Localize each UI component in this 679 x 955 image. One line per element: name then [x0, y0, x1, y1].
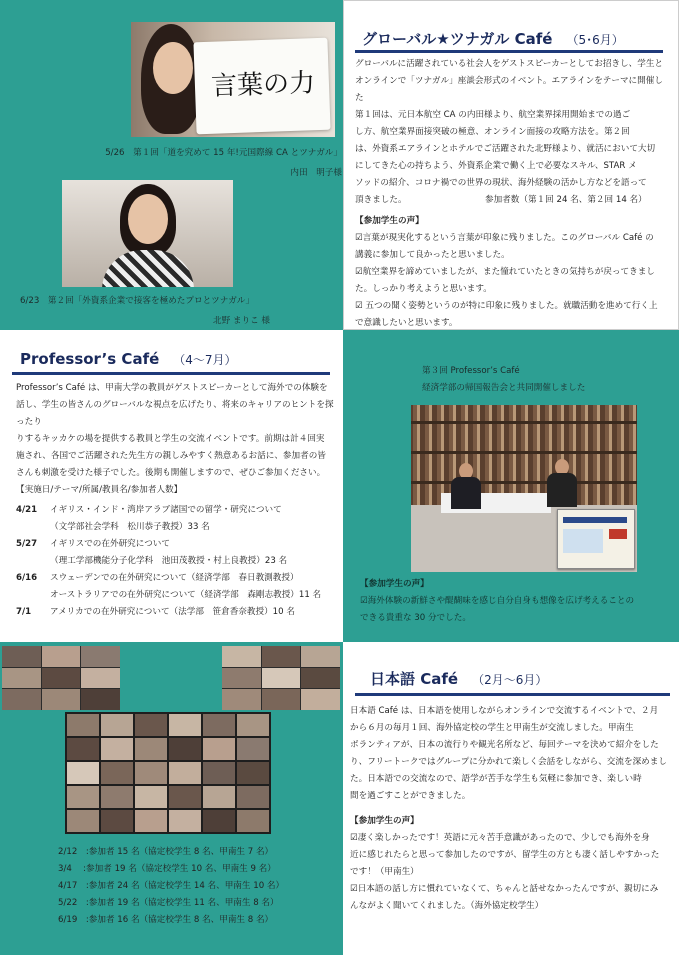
sign-text: 言葉の力 [210, 68, 316, 102]
professor-photo-caption: 第３回 Professor’s Café 経済学部の帰国報告会と共同開催しました [422, 366, 586, 393]
attendance-row: 5/22 :参加者 19 名（協定校学生 11 名、甲南生 8 名） [58, 898, 279, 908]
caption-speaker-2: 6/23 第２回「外資系企業で接客を極めたプロとツナガル」 北野 まりこ 様 [20, 296, 270, 326]
professor-voices: 【参加学生の声】 ☑海外体験の新鮮さや醍醐味を感じ自分自身も想像を広げ考えることの できる貴重な 30 分でした。 [360, 579, 635, 623]
professor-title-rule [12, 372, 330, 375]
session-row: 5/27 イギリスでの在外研究について [16, 539, 170, 549]
nihongo-attendance [58, 844, 338, 929]
global-cafe-body: グローバルに活躍されている社会人をゲストスピーカーとしてお招きし、学生と オンラインで「ツナガル」座談会形式のイベント。エアラインをテーマに開催した 第１回は、元日本航空 CA の内田様より、航空業界採用開始までの過ご し方、航空業界面接突破の極意、オンライン面接の攻略方法を。第２回 は、外資系エアラインとホテルでご活躍された北野様より、就活において大切 にしてきた心の持ちよう、外資系企業で働く上で必要なスキル、STAR メ ソッドの紹介、コロナ禍での世界の現状、海外経験の活かし方などを語って 頂きました。 参加者数（第１回 24 名、第２回 14 名） 【参加学生の声】 ☑言葉が現実化するという言葉が印象に残りました。このグローバル Café の 講義に参加して良かったと思いました。 ☑航空業界を諦めていましたが、また憧れていたときの気持ちが戻ってきまし た。しっかり考えようと思います。 ☑ 五つの聞く姿勢というのが特に印象に残りました。就職活動を進めて行く上 で意識したいと思います。 [355, 59, 664, 328]
global-cafe-title: グローバル★ツナガル Café （5･6月） [362, 30, 624, 48]
zoom-screenshot-2 [222, 646, 340, 710]
nihongo-title-rule [355, 693, 670, 696]
professor-cafe-body: Professor’s Café は、甲南大学の教員がゲストスピーカーとして海外での体験を 話し、学生の皆さんのグローバルな視点を広げたり、将来のキャリアのヒントを探ったり りするキッカケの場を提供する教員と学生の交流イベントです。前期は計４回実 施され、各国でご活躍された先生方の親しみやすく熱意あるお話に、参加者の皆 さんも刺激を受けた様子でした。後期も開催しますので、ぜひご参加ください。 【実施日/テーマ/所属/教員名/参加者人数】 [16, 380, 340, 499]
global-voices-heading: 【参加学生の声】 [355, 216, 424, 226]
global-participants: 参加者数（第１回 24 名、第２回 14 名） [485, 195, 647, 205]
speaker-photo-uchida [131, 22, 335, 137]
professor-cafe-title: Professor’s Café （4～7月） [20, 350, 237, 368]
session-row: 4/21 イギリス・インド・湾岸アラブ諸国での留学・研究について [16, 505, 282, 515]
professor-event-photo [411, 405, 637, 572]
session-row: 7/1 アメリカでの在外研究について（法学部 笹倉香奈教授）10 名 [16, 607, 295, 617]
professor-list-heading: 【実施日/テーマ/所属/教員名/参加者人数】 [16, 485, 183, 495]
nihongo-cafe-body: 日本語 Café は、日本語を使用しながらオンラインで交流するイベントで、２月 から６月の毎月１回、海外協定校の学生と甲南生が交流しました。甲南生 ボランティアが、日本の流行りや観光名所など、毎回テーマを決めて紹介をした り、フリートークではグループに分かれて楽しく会話をしながら、交流を深めまし た。日本語での交流なので、語学が苦手な学生も気軽に参加でき、楽しい時 間を過ごすことができました。 【参加学生の声】 ☑凄く楽しかったです！英語に元々苦手意識があったので、少しでも海外を身 近に感じれたらと思って参加したのですが、留学生の方とも凄く話しやすかった です！（甲南生） ☑日本語の話し方に慣れていなくて、ちゃんと話せなかったんですが、親切にみ んながよく聞いてくれました。（海外協定校学生） [350, 703, 670, 915]
professor-session-list: 4/21 イギリス・インド・湾岸アラブ諸国での留学・研究について （文学部社会学科 松川恭子教授）33 名 5/27 イギリスでの在外研究について （理工学部機能分子化学科 池田茂教授・村上良教授）23 名 6/16 スウェーデンでの在外研究について（経済学部 春日教測教授） オーストラリアでの在外研究について（経済学部 森剛志教授）11 名 7/1 アメリカでの在外研究について（法学部 笹倉香奈教授）10 名 [16, 502, 342, 621]
attendance-row: 6/19 :参加者 16 名（協定校学生 8 名、甲南生 8 名） [58, 915, 274, 925]
speaker-photo-kitano [62, 180, 233, 287]
nihongo-cafe-title: 日本語 Café （2月～6月） [370, 670, 548, 688]
zoom-screenshot-1 [2, 646, 120, 710]
attendance-row: 2/12 :参加者 15 名（協定校学生 8 名、甲南生 7 名） [58, 847, 274, 857]
attendance-row: 3/4 :参加者 19 名（協定校学生 10 名、甲南生 9 名） [58, 864, 276, 874]
attendance-row: 4/17 :参加者 24 名（協定校学生 14 名、甲南生 10 名） [58, 881, 285, 891]
nihongo-voices-heading: 【参加学生の声】 [350, 816, 419, 826]
session-row: 6/16 スウェーデンでの在外研究について（経済学部 春日教測教授） [16, 573, 299, 583]
zoom-screenshot-3 [65, 712, 271, 834]
global-title-rule [355, 50, 663, 53]
caption-speaker-1: 5/26 第１回「道を究めて 15 年!元国際線 CA とツナガル」 内田 明子様 [105, 148, 342, 178]
